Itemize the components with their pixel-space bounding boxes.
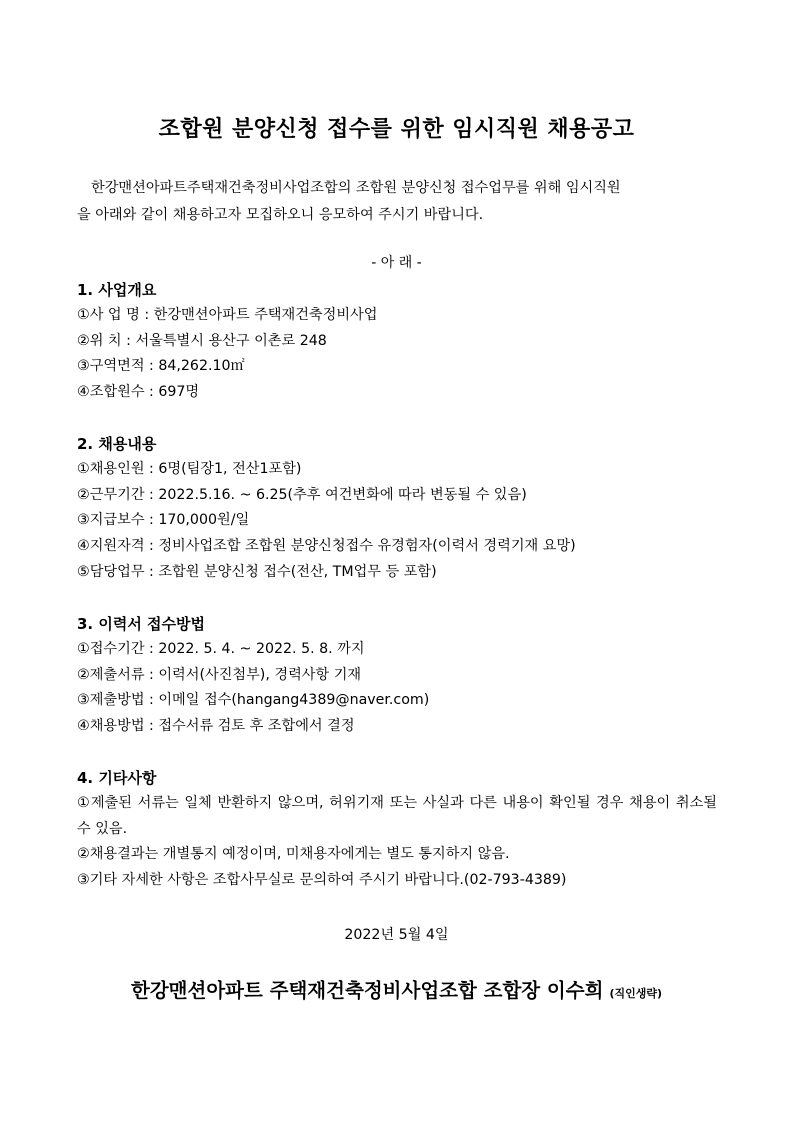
list-item: ③기타 자세한 사항은 조합사무실로 문의하여 주시기 바랍니다.(02-793-4389): [77, 872, 567, 889]
section-application-method: [77, 611, 737, 740]
list-item: ③구역면적 : 84,262.10㎡: [77, 358, 245, 375]
section-recruitment-details: [77, 431, 737, 586]
list-item: ①제출된 서류는 일체 반환하지 않으며, 허위기재 또는 사실과 다른 내용이 확인될 경우 채용이 취소될 수 있음.: [77, 795, 717, 837]
signer-name: 한강맨션아파트 주택재건축정비사업조합 조합장 이수희: [130, 979, 604, 1002]
section-title: 1. 사업개요: [77, 281, 157, 299]
list-item: ③지급보수 : 170,000원/일: [77, 512, 250, 529]
section-other-matters: [77, 765, 737, 894]
section-title: 4. 기타사항: [77, 769, 157, 787]
list-item: ②근무기간 : 2022.5.16. ~ 6.25(추후 여건변화에 따라 변동될 수 있음): [77, 486, 527, 503]
list-item: ④지원자격 : 정비사업조합 조합원 분양신청접수 유경험자(이력서 경력기재 요망): [77, 538, 576, 555]
section-title: 3. 이력서 접수방법: [77, 615, 206, 633]
list-item: ②위 치 : 서울특별시 용산구 이촌로 248: [77, 332, 327, 349]
list-item: ④채용방법 : 접수서류 검토 후 조합에서 결정: [77, 718, 355, 735]
list-item: ③제출방법 : 이메일 접수(hangang4389@naver.com): [77, 692, 430, 709]
list-item: ②제출서류 : 이력서(사진첨부), 경력사항 기재: [77, 666, 362, 683]
intro-line-2: 을 아래와 같이 채용하고자 모집하오니 응모하여 주시기 바랍니다.: [77, 207, 484, 223]
signer-line: [0, 975, 793, 1003]
list-item: ⑤담당업무 : 조합원 분양신청 접수(전산, TM업무 등 포함): [77, 563, 437, 580]
section-business-overview: [77, 277, 737, 406]
intro-line-1: 한강맨션아파트주택재건축정비사업조합의 조합원 분양신청 접수업무를 위해 임시직원: [91, 180, 621, 196]
document-title: 조합원 분양신청 접수를 위한 임시직원 채용공고: [158, 117, 635, 142]
list-item: ④조합원수 : 697명: [77, 384, 200, 401]
list-item: ①사 업 명 : 한강맨션아파트 주택재건축정비사업: [77, 307, 378, 323]
intro-paragraph: [77, 175, 717, 229]
section-title: 2. 채용내용: [77, 435, 157, 453]
seal-note: (직인생략): [609, 987, 663, 1000]
below-marker: - 아 래 -: [371, 255, 422, 271]
notice-date: 2022년 5월 4일: [344, 927, 449, 943]
list-item: ②채용결과는 개별통지 예정이며, 미채용자에게는 별도 통지하지 않음.: [77, 846, 510, 863]
list-item: ①접수기간 : 2022. 5. 4. ~ 2022. 5. 8. 까지: [77, 641, 365, 657]
list-item: ①채용인원 : 6명(팀장1, 전산1포함): [77, 461, 302, 477]
